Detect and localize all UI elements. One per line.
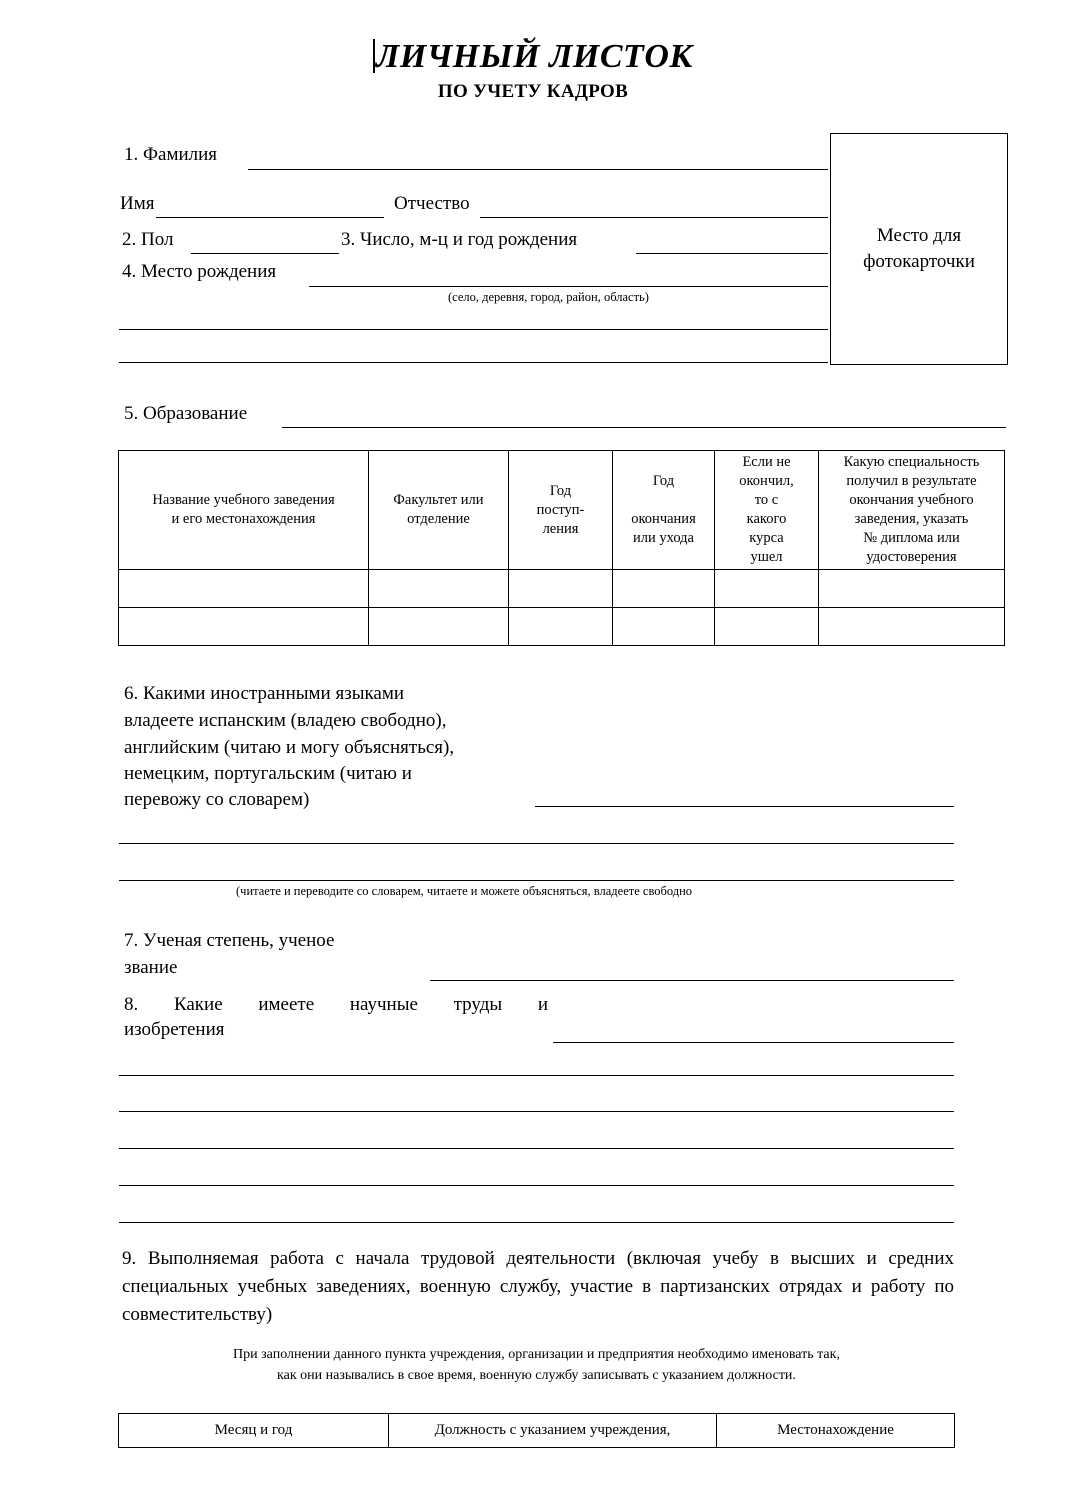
education-col-year-entry: Год поступ- ления (509, 451, 613, 570)
education-cell[interactable] (715, 570, 819, 608)
field-item8-continuation-5[interactable] (119, 1222, 954, 1223)
label-first-name: Имя (120, 193, 155, 214)
field-item6-languages-3[interactable] (119, 880, 954, 881)
value-item6-line2[interactable]: владеете испанским (владею свободно), (124, 710, 447, 731)
education-cell[interactable] (819, 570, 1005, 608)
education-col-course-left: Если не окончил, то с какого курса ушел (715, 451, 819, 570)
education-cell[interactable] (715, 608, 819, 646)
field-item4-continuation-1[interactable] (119, 329, 828, 330)
label-item5-education: 5. Образование (124, 403, 248, 424)
employment-col-location: Местонахождение (717, 1414, 955, 1448)
text-caret (373, 39, 375, 73)
document-title-block (0, 38, 1066, 104)
education-cell[interactable] (369, 570, 509, 608)
field-item2-sex[interactable] (191, 253, 339, 254)
education-cell[interactable] (819, 608, 1005, 646)
field-item3-birthdate[interactable] (636, 253, 828, 254)
education-table-row[interactable] (119, 608, 1005, 646)
photo-placeholder-line1: Место для (876, 225, 962, 246)
field-item8-continuation-2[interactable] (119, 1111, 954, 1112)
field-item4-continuation-2[interactable] (119, 362, 828, 363)
education-cell[interactable] (613, 570, 715, 608)
field-item8-continuation-4[interactable] (119, 1185, 954, 1186)
label-item7-degree-line2: звание (124, 957, 178, 978)
field-patronymic[interactable] (480, 217, 828, 218)
label-item1-surname: 1. Фамилия (124, 144, 218, 165)
label-item2-sex: 2. Пол (122, 229, 174, 250)
field-item8-continuation-3[interactable] (119, 1148, 954, 1149)
education-col-year-exit: Год окончания или ухода (613, 451, 715, 570)
field-item8-continuation-1[interactable] (119, 1075, 954, 1076)
education-cell[interactable] (613, 608, 715, 646)
label-item8-works-line2: изобретения (124, 1019, 225, 1040)
label-item8-works-line1: 8. Какие имеете научные труды и (124, 994, 548, 1015)
employment-col-position: Должность с указанием учреждения, (389, 1414, 717, 1448)
note-item9-line2: как они назывались в свое время, военную службу записывать с указанием должности. (277, 1368, 796, 1383)
education-col-institution: Название учебного заведения и его местонахождения (119, 451, 369, 570)
education-col-specialty: Какую специальность получил в результате окончания учебного заведения, указать № диплома или удостоверения (819, 451, 1005, 570)
field-item4-birthplace[interactable] (309, 286, 828, 287)
education-table-header-row (119, 451, 1005, 570)
label-item3-birthdate: 3. Число, м-ц и год рождения (341, 229, 578, 250)
photo-placeholder-text (863, 223, 975, 275)
photo-placeholder-line2: фотокарточки (863, 251, 975, 272)
hint-languages: (читаете и переводите со словарем, читаете и можете объясняться, владеете свободно (236, 884, 693, 898)
label-item9-employment: 9. Выполняемая работа с начала трудовой деятельности (включая учебу в высших и средних специальных учебных заведениях, военную службу, участие в партизанских отрядах и работу по совместительству) (122, 1248, 954, 1325)
value-item6-line5[interactable]: перевожу со словарем) (124, 789, 310, 810)
education-cell[interactable] (509, 608, 613, 646)
field-item6-languages-1[interactable] (535, 806, 954, 807)
employment-col-month-year: Месяц и год (119, 1414, 389, 1448)
education-table (118, 450, 1005, 646)
education-cell[interactable] (119, 570, 369, 608)
label-item4-birthplace: 4. Место рождения (122, 261, 277, 282)
document-title (373, 38, 693, 76)
label-item6-languages: 6. Какими иностранными языками (124, 683, 405, 704)
field-item5-education[interactable] (282, 427, 1006, 428)
field-item1-surname[interactable] (248, 169, 828, 170)
field-item8-works[interactable] (553, 1042, 954, 1043)
label-patronymic: Отчество (394, 193, 470, 214)
employment-table (118, 1413, 955, 1448)
document-subtitle: ПО УЧЕТУ КАДРОВ (437, 81, 629, 102)
education-cell[interactable] (119, 608, 369, 646)
label-item7-degree-line1: 7. Ученая степень, ученое (124, 930, 335, 951)
field-item6-languages-2[interactable] (119, 843, 954, 844)
education-col-faculty: Факультет или отделение (369, 451, 509, 570)
hint-birthplace: (село, деревня, город, район, область) (448, 290, 649, 304)
photo-placeholder-box (830, 133, 1008, 365)
value-item6-line4[interactable]: немецким, португальским (читаю и (124, 763, 412, 784)
education-cell[interactable] (509, 570, 613, 608)
note-item9-line1: При заполнении данного пункта учреждения, организации и предприятия необходимо именовать так, (233, 1347, 840, 1362)
education-cell[interactable] (369, 608, 509, 646)
field-item7-degree[interactable] (430, 980, 954, 981)
value-item6-line3[interactable]: английским (читаю и могу объясняться), (124, 737, 455, 758)
document-title-text: ЛИЧНЫЙ ЛИСТОК (376, 38, 693, 75)
field-first-name[interactable] (156, 217, 384, 218)
employment-table-header-row (119, 1414, 955, 1448)
education-table-row[interactable] (119, 570, 1005, 608)
